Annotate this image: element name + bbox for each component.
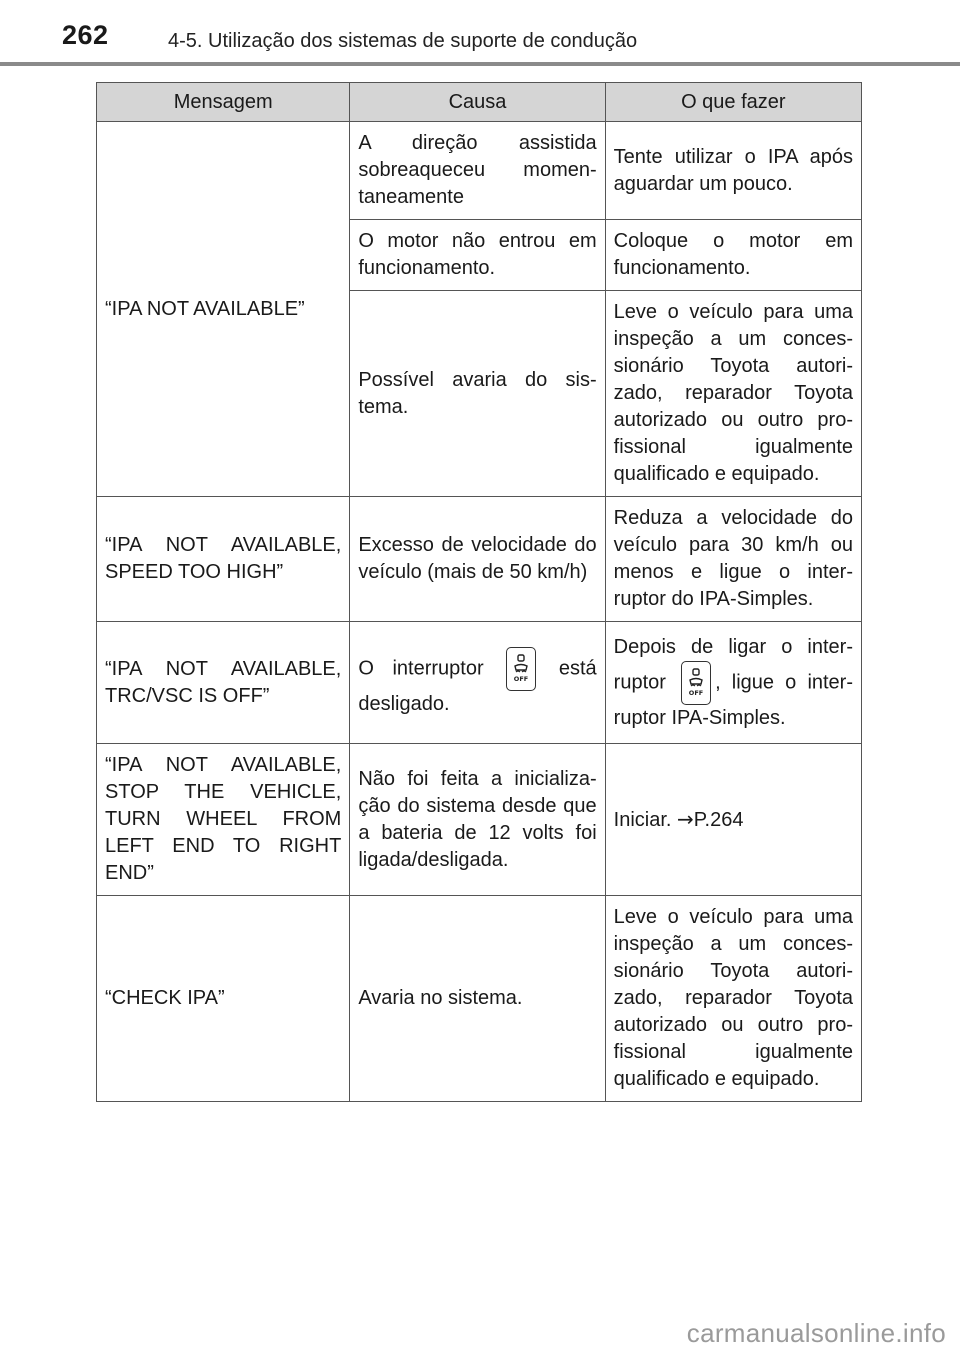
vsc-off-icon — [506, 647, 536, 691]
action-cell — [605, 744, 861, 896]
message-cell: “CHECK IPA” — [97, 896, 350, 1102]
cause-text-before: O interruptor — [358, 657, 484, 680]
message-cell: “IPA NOT AVAILABLE, SPEED TOO HIGH” — [97, 497, 350, 622]
column-header-action: O que fazer — [605, 83, 861, 122]
action-cell: Tente utilizar o IPA após aguardar um pouco. — [605, 122, 861, 220]
page-reference-link[interactable]: P.264 — [693, 808, 744, 831]
cause-text-after: está desligado. — [358, 657, 597, 715]
page-header — [0, 0, 960, 66]
header-rule — [0, 62, 960, 66]
message-cell: “IPA NOT AVAILABLE, STOP THE VEHICLE, TURN WHEEL FROM LEFT END TO RIGHT END” — [97, 744, 350, 896]
action-cell — [605, 622, 861, 744]
table-row — [97, 122, 862, 220]
page-number: 262 — [62, 20, 109, 50]
section-title: 4-5. Utilização dos sistemas de suporte de condução — [168, 30, 638, 52]
column-header-message: Mensagem — [97, 83, 350, 122]
arrow-right-icon: → — [677, 806, 694, 831]
message-cell: “IPA NOT AVAILABLE” — [97, 122, 350, 497]
svg-text:OFF: OFF — [514, 675, 529, 683]
cause-cell: Excesso de velocidade do veículo (mais de 50 km/h) — [350, 497, 605, 622]
table-row — [97, 744, 862, 896]
action-text-before: Depois de ligar o inter-ruptor — [613, 635, 853, 693]
cause-cell — [350, 622, 605, 744]
column-header-cause: Causa — [350, 83, 605, 122]
table-row — [97, 622, 862, 744]
message-cell: “IPA NOT AVAILABLE, TRC/VSC IS OFF” — [97, 622, 350, 744]
action-cell: Leve o veículo para uma inspeção a um conces-sionário Toyota autori-zado, reparador Toyota autorizado ou outro pro-fissional igualmente qualificado e equipado. — [605, 896, 861, 1102]
svg-text:OFF: OFF — [688, 688, 704, 697]
cause-cell: O motor não entrou em funcionamento. — [350, 220, 605, 291]
messages-table — [96, 82, 862, 1102]
action-cell: Reduza a velocidade do veículo para 30 km/h ou menos e ligue o inter-ruptor do IPA-Simples. — [605, 497, 861, 622]
vsc-off-icon — [681, 661, 711, 705]
cause-cell: A direção assistida sobreaqueceu momen-taneamente — [350, 122, 605, 220]
table-header-row — [97, 83, 862, 122]
action-cell: Coloque o motor em funcionamento. — [605, 220, 861, 291]
watermark: carmanualsonline.info — [686, 1318, 946, 1348]
action-cell: Leve o veículo para uma inspeção a um conces-sionário Toyota autori-zado, reparador Toyota autorizado ou outro pro-fissional igualmente qualificado e equipado. — [605, 291, 861, 497]
table-row — [97, 896, 862, 1102]
action-text: Iniciar. — [613, 808, 672, 831]
cause-cell: Não foi feita a inicializa-ção do sistema desde que a bateria de 12 volts foi ligada/desligada. — [350, 744, 605, 896]
action-text-after: , ligue o inter-ruptor IPA-Simples. — [613, 670, 854, 729]
cause-cell: Possível avaria do sis-tema. — [350, 291, 605, 497]
cause-cell: Avaria no sistema. — [350, 896, 605, 1102]
table-row — [97, 497, 862, 622]
